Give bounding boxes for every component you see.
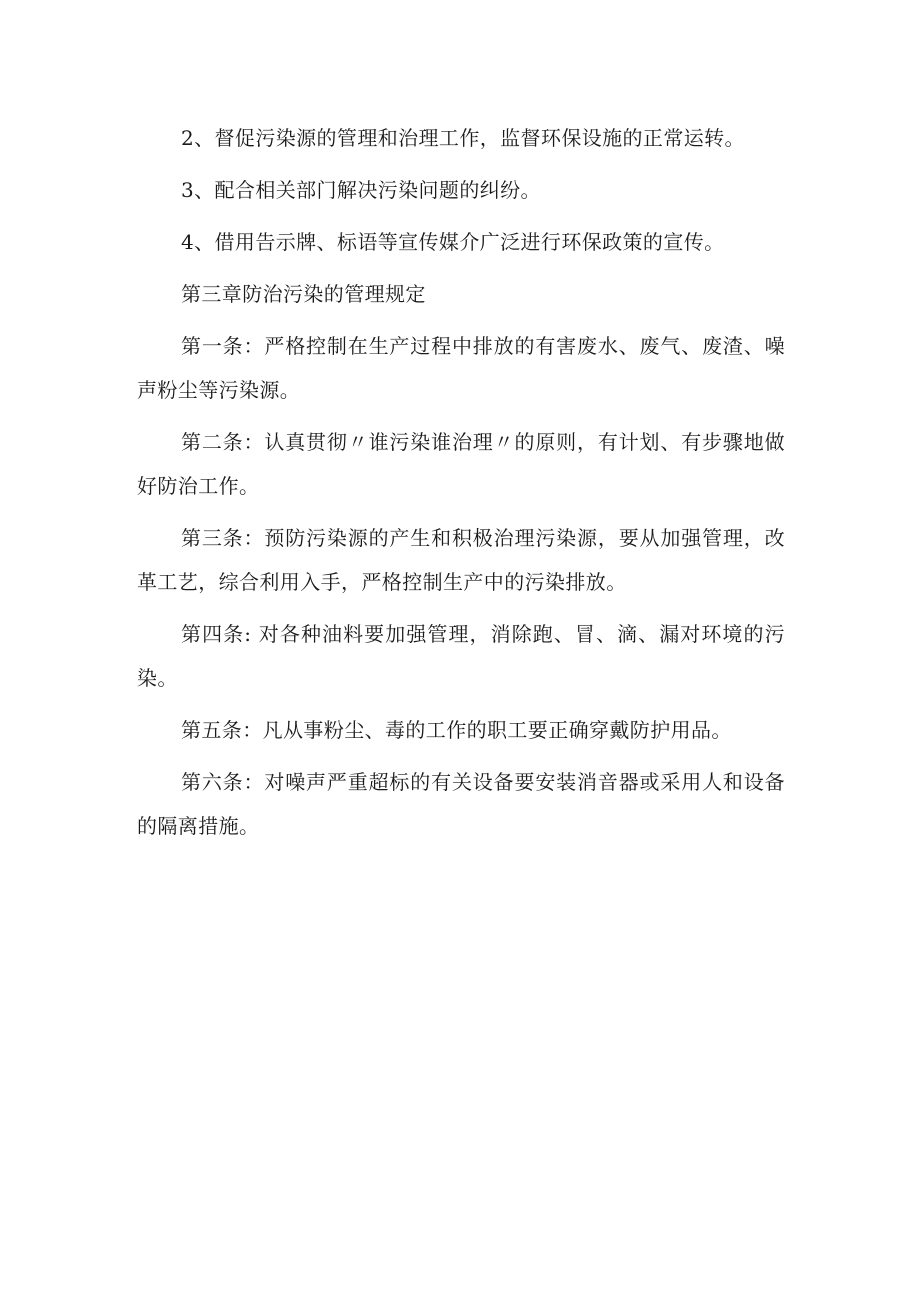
- chapter-heading: 第三章防治污染的管理规定: [181, 282, 426, 306]
- paragraph-item-2: 2、督促污染源的管理和治理工作，监督环保设施的正常运转。: [181, 126, 745, 150]
- article-2: 第二条：认真贯彻〃谁污染谁治理〃的原则，有计划、有步骤地做好防治工作。: [137, 430, 785, 498]
- article-6: 第六条：对噪声严重超标的有关设备要安装消音器或采用人和设备的隔离措施。: [137, 770, 785, 838]
- article-3: 第三条：预防污染源的产生和积极治理污染源，要从加强管理，改革工艺，综合利用入手，严格控制生产中的污染排放。: [137, 526, 785, 594]
- document-body: [137, 116, 785, 848]
- paragraph-item-3: 3、配合相关部门解决污染问题的纠纷。: [181, 178, 541, 202]
- article-1: 第一条：严格控制在生产过程中排放的有害废水、废气、废渣、噪声粉尘等污染源。: [137, 334, 785, 402]
- paragraph-item-4: 4、借用告示牌、标语等宣传媒介广泛进行环保政策的宣传。: [181, 230, 725, 254]
- article-5: 第五条：凡从事粉尘、毒的工作的职工要正确穿戴防护用品。: [181, 718, 732, 742]
- article-4: 第四条: 对各种油料要加强管理，消除跑、冒、滴、漏对环境的污染。: [137, 622, 785, 690]
